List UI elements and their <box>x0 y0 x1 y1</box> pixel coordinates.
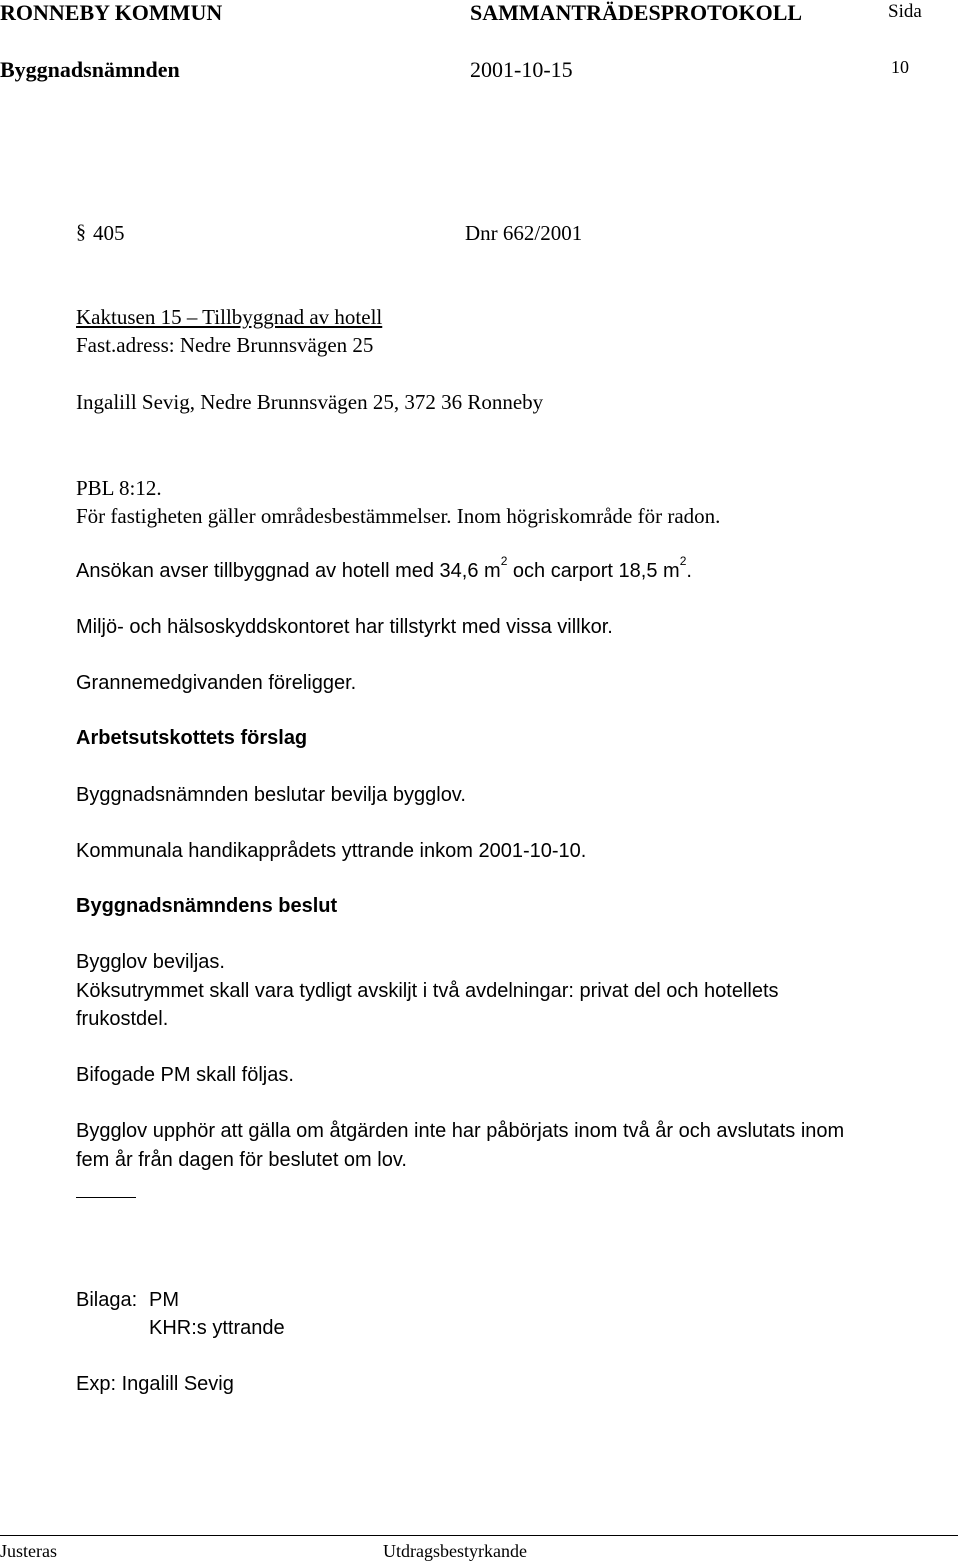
paragraph-number: 405 <box>93 221 125 245</box>
footer-rule <box>0 1535 958 1536</box>
decision-line: Köksutrymmet skall vara tydligt avskiljt i två avdelningar: privat del och hotellets <box>76 980 779 1002</box>
paragraph-symbol: § <box>76 221 86 243</box>
attachment-item: PM <box>149 1289 179 1311</box>
proposal-text: Byggnadsnämnden beslutar bevilja bygglov. <box>76 784 466 806</box>
page-label: Sida <box>888 1 922 22</box>
handicap-text: Kommunala handikapprådets yttrande inkom 2001-10-10. <box>76 840 587 862</box>
zoning-text: För fastigheten gäller områdesbestämmelser. Inom högriskområde för radon. <box>76 504 721 528</box>
attachment-item: KHR:s yttrande <box>149 1317 285 1339</box>
attachment-label: Bilaga: <box>76 1289 138 1311</box>
decision-line: fem år från dagen för beslutet om lov. <box>76 1149 407 1171</box>
applicant: Ingalill Sevig, Nedre Brunnsvägen 25, 372 36 Ronneby <box>76 390 544 414</box>
board-name: Byggnadsnämnden <box>0 57 180 82</box>
document-type: SAMMANTRÄDESPROTOKOLL <box>470 0 803 25</box>
property-address: Fast.adress: Nedre Brunnsvägen 25 <box>76 333 374 357</box>
neighbours-text: Grannemedgivanden föreligger. <box>76 672 357 694</box>
separator-line <box>76 1197 136 1198</box>
decision-line: Bifogade PM skall följas. <box>76 1064 294 1086</box>
case-title: Kaktusen 15 – Tillbyggnad av hotell <box>76 305 383 329</box>
application-text: Ansökan avser tillbyggnad av hotell med 34,6 $m^2$ och carport 18,5 $m^2$. <box>76 554 692 582</box>
pbl-reference: PBL 8:12. <box>76 476 162 500</box>
meeting-date: 2001-10-15 <box>470 57 573 82</box>
diary-number: Dnr 662/2001 <box>465 221 583 245</box>
decision-heading: Byggnadsnämndens beslut <box>76 895 338 917</box>
footer-justeras: Justeras <box>0 1541 57 1561</box>
decision-line: Bygglov upphör att gälla om åtgärden inte har påbörjats inom två år och avslutats inom <box>76 1120 845 1142</box>
decision-line: Bygglov beviljas. <box>76 951 225 973</box>
page-number: 10 <box>891 57 909 77</box>
footer-utdragsbestyrkande: Utdragsbestyrkande <box>383 1541 527 1561</box>
proposal-heading: Arbetsutskottets förslag <box>76 727 308 749</box>
org-name: RONNEBY KOMMUN <box>0 0 223 25</box>
expedition: Exp: Ingalill Sevig <box>76 1373 234 1395</box>
decision-line: frukostdel. <box>76 1008 169 1030</box>
environment-text: Miljö- och hälsoskyddskontoret har tillstyrkt med vissa villkor. <box>76 616 613 638</box>
